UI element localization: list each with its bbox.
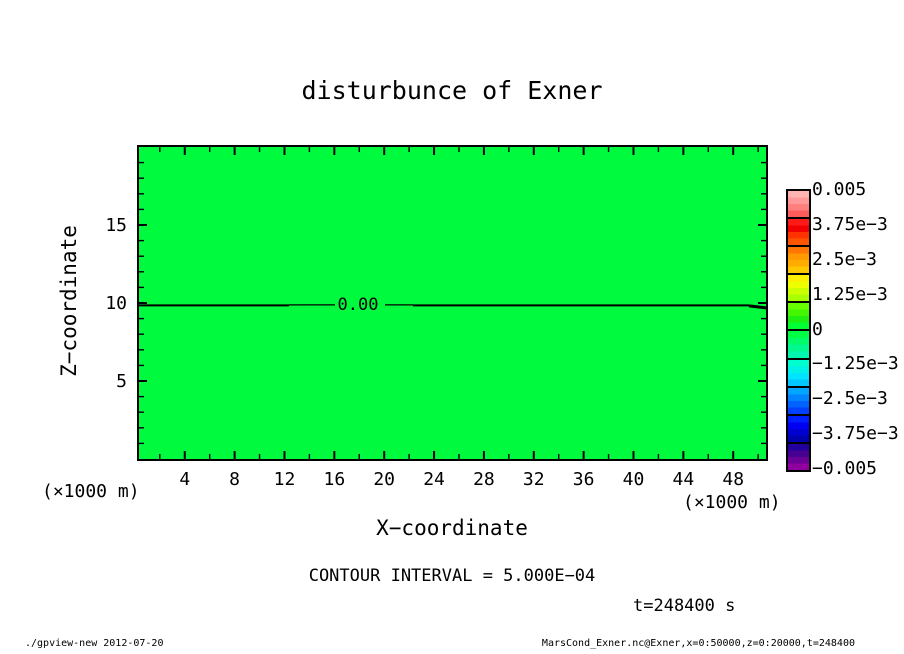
x-axis-label: X−coordinate xyxy=(376,516,528,540)
colorbar-tick-label: 3.75e−3 xyxy=(812,213,888,235)
colorbar-segment xyxy=(788,388,809,416)
footer-source-text: MarsCond_Exner.nc@Exner,x=0:50000,z=0:20000,t=248400 xyxy=(541,638,855,649)
plot-title: disturbunce of Exner xyxy=(301,76,603,105)
z-tick-label: 10 xyxy=(105,293,127,314)
x-axis-unit-label: (×1000 m) xyxy=(683,492,781,513)
x-tick-label: 4 xyxy=(179,469,191,490)
colorbar-segment xyxy=(788,416,809,444)
plot-area xyxy=(137,145,768,461)
colorbar-tick-label: −1.25e−3 xyxy=(812,353,899,375)
colorbar-tick-label: 0.005 xyxy=(812,179,867,200)
colorbar-tick-label: −3.75e−3 xyxy=(812,423,899,445)
contour-interval-text: CONTOUR INTERVAL = 5.000E−04 xyxy=(308,566,596,586)
colorbar-segment xyxy=(788,303,809,331)
colorbar-segment xyxy=(788,331,809,359)
colorbar-tick-label: 1.25e−3 xyxy=(812,283,888,305)
colorbar xyxy=(786,189,811,472)
x-tick-label: 28 xyxy=(473,469,495,490)
colorbar-tick-label: −0.005 xyxy=(812,458,878,479)
contour-line-label: 0.00 xyxy=(337,295,379,316)
colorbar-tick-label: 2.5e−3 xyxy=(812,248,878,270)
z-tick-label: 5 xyxy=(116,371,127,392)
colorbar-segment xyxy=(788,219,809,247)
time-annotation: t=248400 s xyxy=(633,596,736,616)
x-tick-label: 24 xyxy=(423,469,445,490)
x-tick-label: 12 xyxy=(273,469,296,490)
contour-and-ticks-svg xyxy=(139,147,766,459)
z-axis-label: Z−coordinate xyxy=(57,225,81,377)
x-tick-label: 8 xyxy=(229,469,241,490)
x-tick-label: 40 xyxy=(622,469,645,490)
x-tick-label: 16 xyxy=(323,469,346,490)
colorbar-tick-label: −2.5e−3 xyxy=(812,388,888,410)
contour-line xyxy=(749,306,766,308)
z-axis-unit-label: (×1000 m) xyxy=(42,481,140,502)
x-tick-label: 20 xyxy=(373,469,396,490)
footer-command-text: ./gpview-new 2012-07-20 xyxy=(25,638,164,649)
x-tick-label: 32 xyxy=(522,469,545,490)
z-tick-label: 15 xyxy=(105,215,127,236)
colorbar-segment xyxy=(788,191,809,219)
colorbar-segment xyxy=(788,275,809,303)
colorbar-segment xyxy=(788,247,809,275)
colorbar-segment xyxy=(788,360,809,388)
x-tick-label: 44 xyxy=(672,469,695,490)
colorbar-segment xyxy=(788,444,809,470)
colorbar-tick-label: 0 xyxy=(812,318,823,340)
x-tick-label: 36 xyxy=(572,469,595,490)
x-tick-label: 48 xyxy=(722,469,745,490)
